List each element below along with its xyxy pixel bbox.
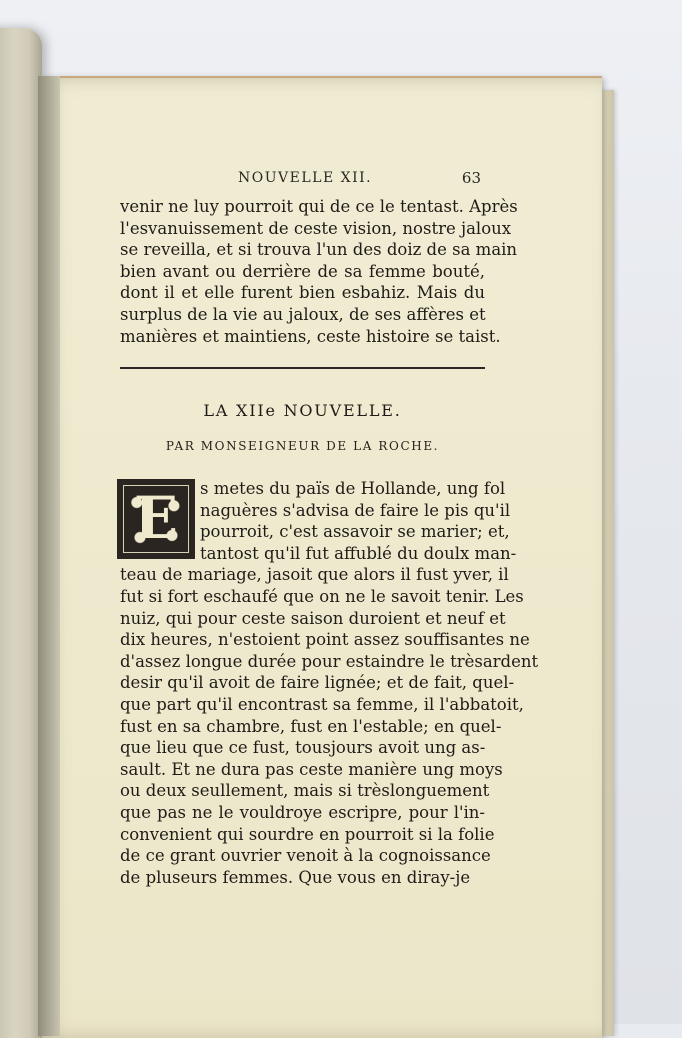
book-gutter (38, 76, 60, 1036)
text-line: bien avant ou derrière de sa femme bouté, (120, 261, 485, 281)
text-line: naguères s'advisa de faire le pis qu'il (200, 500, 511, 520)
body-paragraph (120, 478, 539, 888)
text-line: fust en sa chambre, fust en l'estable; en quel- (120, 716, 502, 736)
text-line: desir qu'il avoit de faire lignée; et de fait, quel- (120, 673, 515, 693)
text-line: que pas ne le vouldroye escripre, pour l'in- (120, 802, 485, 822)
running-title: NOUVELLE XII. (238, 170, 373, 186)
text-line: l'esvanuissement de ceste vision, nostre jaloux (120, 218, 512, 238)
text-line: s metes du païs de Hollande, ung fol (200, 479, 506, 498)
text-line: surplus de la vie au jaloux, de ses affères et (120, 304, 486, 324)
text-line: dont il et elle furent bien esbahiz. Mais du (120, 283, 485, 303)
running-head (120, 170, 485, 190)
text-line: venir ne luy pourroit qui de ce le tentast. Après (120, 197, 518, 216)
section-rule (120, 367, 485, 369)
text-line: tantost qu'il fut affublé du doulx man- (200, 543, 517, 563)
text-line: pourroit, c'est assavoir se marier; et, (200, 522, 510, 542)
text-line: que lieu que ce fust, tousjours avoit ung as- (120, 738, 486, 758)
text-line: fut si fort eschaufé que on ne le savoit tenir. Les (120, 586, 524, 606)
top-paragraph (120, 196, 518, 347)
text-line: ou deux seullement, mais si trèslonguement (120, 781, 490, 801)
text-line: de ce grant ouvrier venoit à la cognoissance (120, 846, 491, 866)
text-line: que part qu'il encontrast sa femme, il l'abbatoit, (120, 694, 524, 714)
text-line: nuiz, qui pour ceste saison duroient et neuf et (120, 608, 506, 628)
page-number: 63 (461, 169, 481, 187)
text-line: teau de mariage, jasoit que alors il fust yver, il (120, 565, 509, 585)
chapter-heading: LA XIIe NOUVELLE. (203, 401, 402, 420)
facing-page-edge (0, 28, 42, 1038)
text-line: se reveilla, et si trouva l'un des doiz de sa main (120, 240, 518, 260)
text-line: dix heures, n'estoient point assez souffisantes ne (120, 630, 530, 650)
text-line: manières et maintiens, ceste histoire se taist. (120, 326, 501, 346)
text-line: convenient qui sourdre en pourroit si la folie (120, 824, 495, 844)
text-line: sault. Et ne dura pas ceste manière ung moys (120, 759, 503, 779)
chapter-subheading: PAR MONSEIGNEUR DE LA ROCHE. (165, 439, 440, 453)
text-line: d'assez longue durée pour estaindre le trèsardent (120, 651, 539, 671)
drop-cap-letter: E (133, 484, 179, 552)
text-line: de pluseurs femmes. Que vous en diray-je (120, 867, 471, 887)
